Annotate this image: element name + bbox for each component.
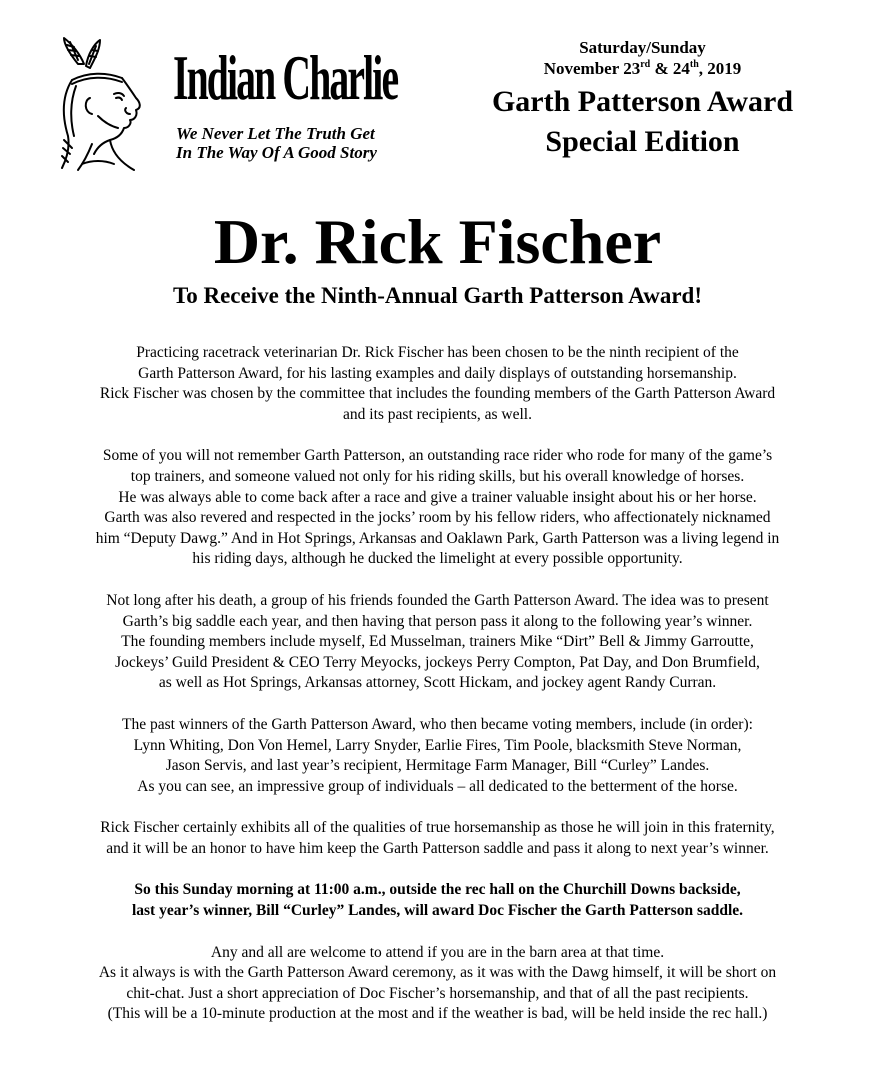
article-paragraph — [30, 446, 845, 570]
paragraph-line: So this Sunday morning at 11:00 a.m., outside the rec hall on the Churchill Downs backside, — [134, 881, 741, 899]
tagline-line: We Never Let The Truth Get — [176, 124, 375, 143]
edition-info — [455, 38, 830, 162]
article-paragraph — [30, 818, 845, 859]
date-mid: & 24 — [650, 59, 690, 78]
article-paragraph — [30, 880, 845, 921]
article-paragraph — [30, 591, 845, 694]
paragraph-line: Some of you will not remember Garth Patterson, an outstanding race rider who rode for many of the game’s — [102, 447, 773, 465]
paragraph-line: (This will be a 10-minute production at the most and if the weather is bad, will be held inside the rec hall.) — [107, 1005, 768, 1023]
indian-chief-logo — [48, 36, 148, 171]
paragraph-line: Rick Fischer certainly exhibits all of the qualities of true horsemanship as those he will join in this fraternity, — [100, 819, 775, 837]
date-prefix: November 23 — [543, 59, 641, 78]
edition-days: Saturday/Sunday — [579, 38, 706, 57]
paragraph-line: Garth was also revered and respected in the jocks’ room by his fellow riders, who affectionately nicknamed — [104, 509, 771, 527]
paragraph-line: him “Deputy Dawg.” And in Hot Springs, Arkansas and Oaklawn Park, Garth Patterson was a living legend in — [95, 529, 780, 547]
paragraph-line: and its past recipients, as well. — [343, 405, 532, 423]
edition-award: Garth Patterson Award — [491, 85, 794, 118]
paragraph-line: Jason Servis, and last year’s recipient, Hermitage Farm Manager, Bill “Curley” Landes. — [165, 757, 710, 775]
paragraph-line: Any and all are welcome to attend if you are in the barn area at that time. — [210, 943, 665, 961]
paragraph-line: Jockeys’ Guild President & CEO Terry Meyocks, jockeys Perry Compton, Pat Day, and Don Brumfield, — [115, 653, 760, 671]
paragraph-line: and it will be an honor to have him keep the Garth Patterson saddle and pass it along to next year’s winner. — [106, 839, 769, 857]
masthead-title: Indian Charlie — [173, 42, 398, 113]
tagline-line: In The Way Of A Good Story — [176, 143, 377, 162]
paragraph-line: as well as Hot Springs, Arkansas attorney, Scott Hickam, and jockey agent Randy Curran. — [158, 674, 717, 692]
article-paragraph — [30, 943, 845, 1025]
paragraph-line: Not long after his death, a group of his friends founded the Garth Patterson Award. The idea was to present — [106, 591, 769, 609]
paragraph-line: his riding days, although he ducked the limelight at every possible opportunity. — [192, 550, 683, 568]
masthead-tagline — [176, 124, 377, 162]
paragraph-line: The founding members include myself, Ed Musselman, trainers Mike “Dirt” Bell & Jimmy Garroutte, — [121, 633, 754, 651]
paragraph-line: Garth Patterson Award, for his lasting examples and daily displays of outstanding horsemanship. — [138, 364, 737, 382]
date-ordinal: rd — [640, 59, 651, 70]
article-body — [30, 343, 845, 1046]
article-paragraph — [30, 343, 845, 425]
date-suffix: , 2019 — [698, 59, 742, 78]
paragraph-line: The past winners of the Garth Patterson Award, who then became voting members, include (in order): — [122, 715, 753, 733]
paragraph-line: top trainers, and someone valued not only for his riding skills, but his overall knowledge of horses. — [130, 467, 745, 485]
article-paragraph — [30, 715, 845, 797]
paragraph-line: Lynn Whiting, Don Von Hemel, Larry Snyder, Earlie Fires, Tim Poole, blacksmith Steve Norman, — [133, 736, 742, 754]
paragraph-line: Rick Fischer was chosen by the committee that includes the founding members of the Garth Patterson Award — [99, 385, 776, 403]
paragraph-line: As it always is with the Garth Patterson Award ceremony, as it was with the Dawg himself, it will be short on — [98, 964, 777, 982]
edition-date — [455, 58, 830, 80]
edition-special: Special Edition — [545, 125, 740, 158]
date-ordinal: th — [689, 59, 699, 70]
paragraph-line: Garth’s big saddle each year, and then having that person pass it along to the following year’s winner. — [122, 612, 753, 630]
paragraph-line: Practicing racetrack veterinarian Dr. Rick Fischer has been chosen to be the ninth recipient of the — [136, 344, 739, 361]
headline: Dr. Rick Fischer — [213, 206, 662, 277]
paragraph-line: last year’s winner, Bill “Curley” Landes, will award Doc Fischer the Garth Patterson saddle. — [131, 902, 744, 920]
paragraph-line: chit-chat. Just a short appreciation of Doc Fischer’s horsemanship, and that of all the past recipients. — [126, 984, 749, 1002]
paragraph-line: As you can see, an impressive group of individuals – all dedicated to the betterment of the horse. — [137, 777, 738, 795]
subheadline: To Receive the Ninth-Annual Garth Patterson Award! — [173, 283, 702, 308]
paragraph-line: He was always able to come back after a race and give a trainer valuable insight about his or her horse. — [118, 488, 757, 506]
